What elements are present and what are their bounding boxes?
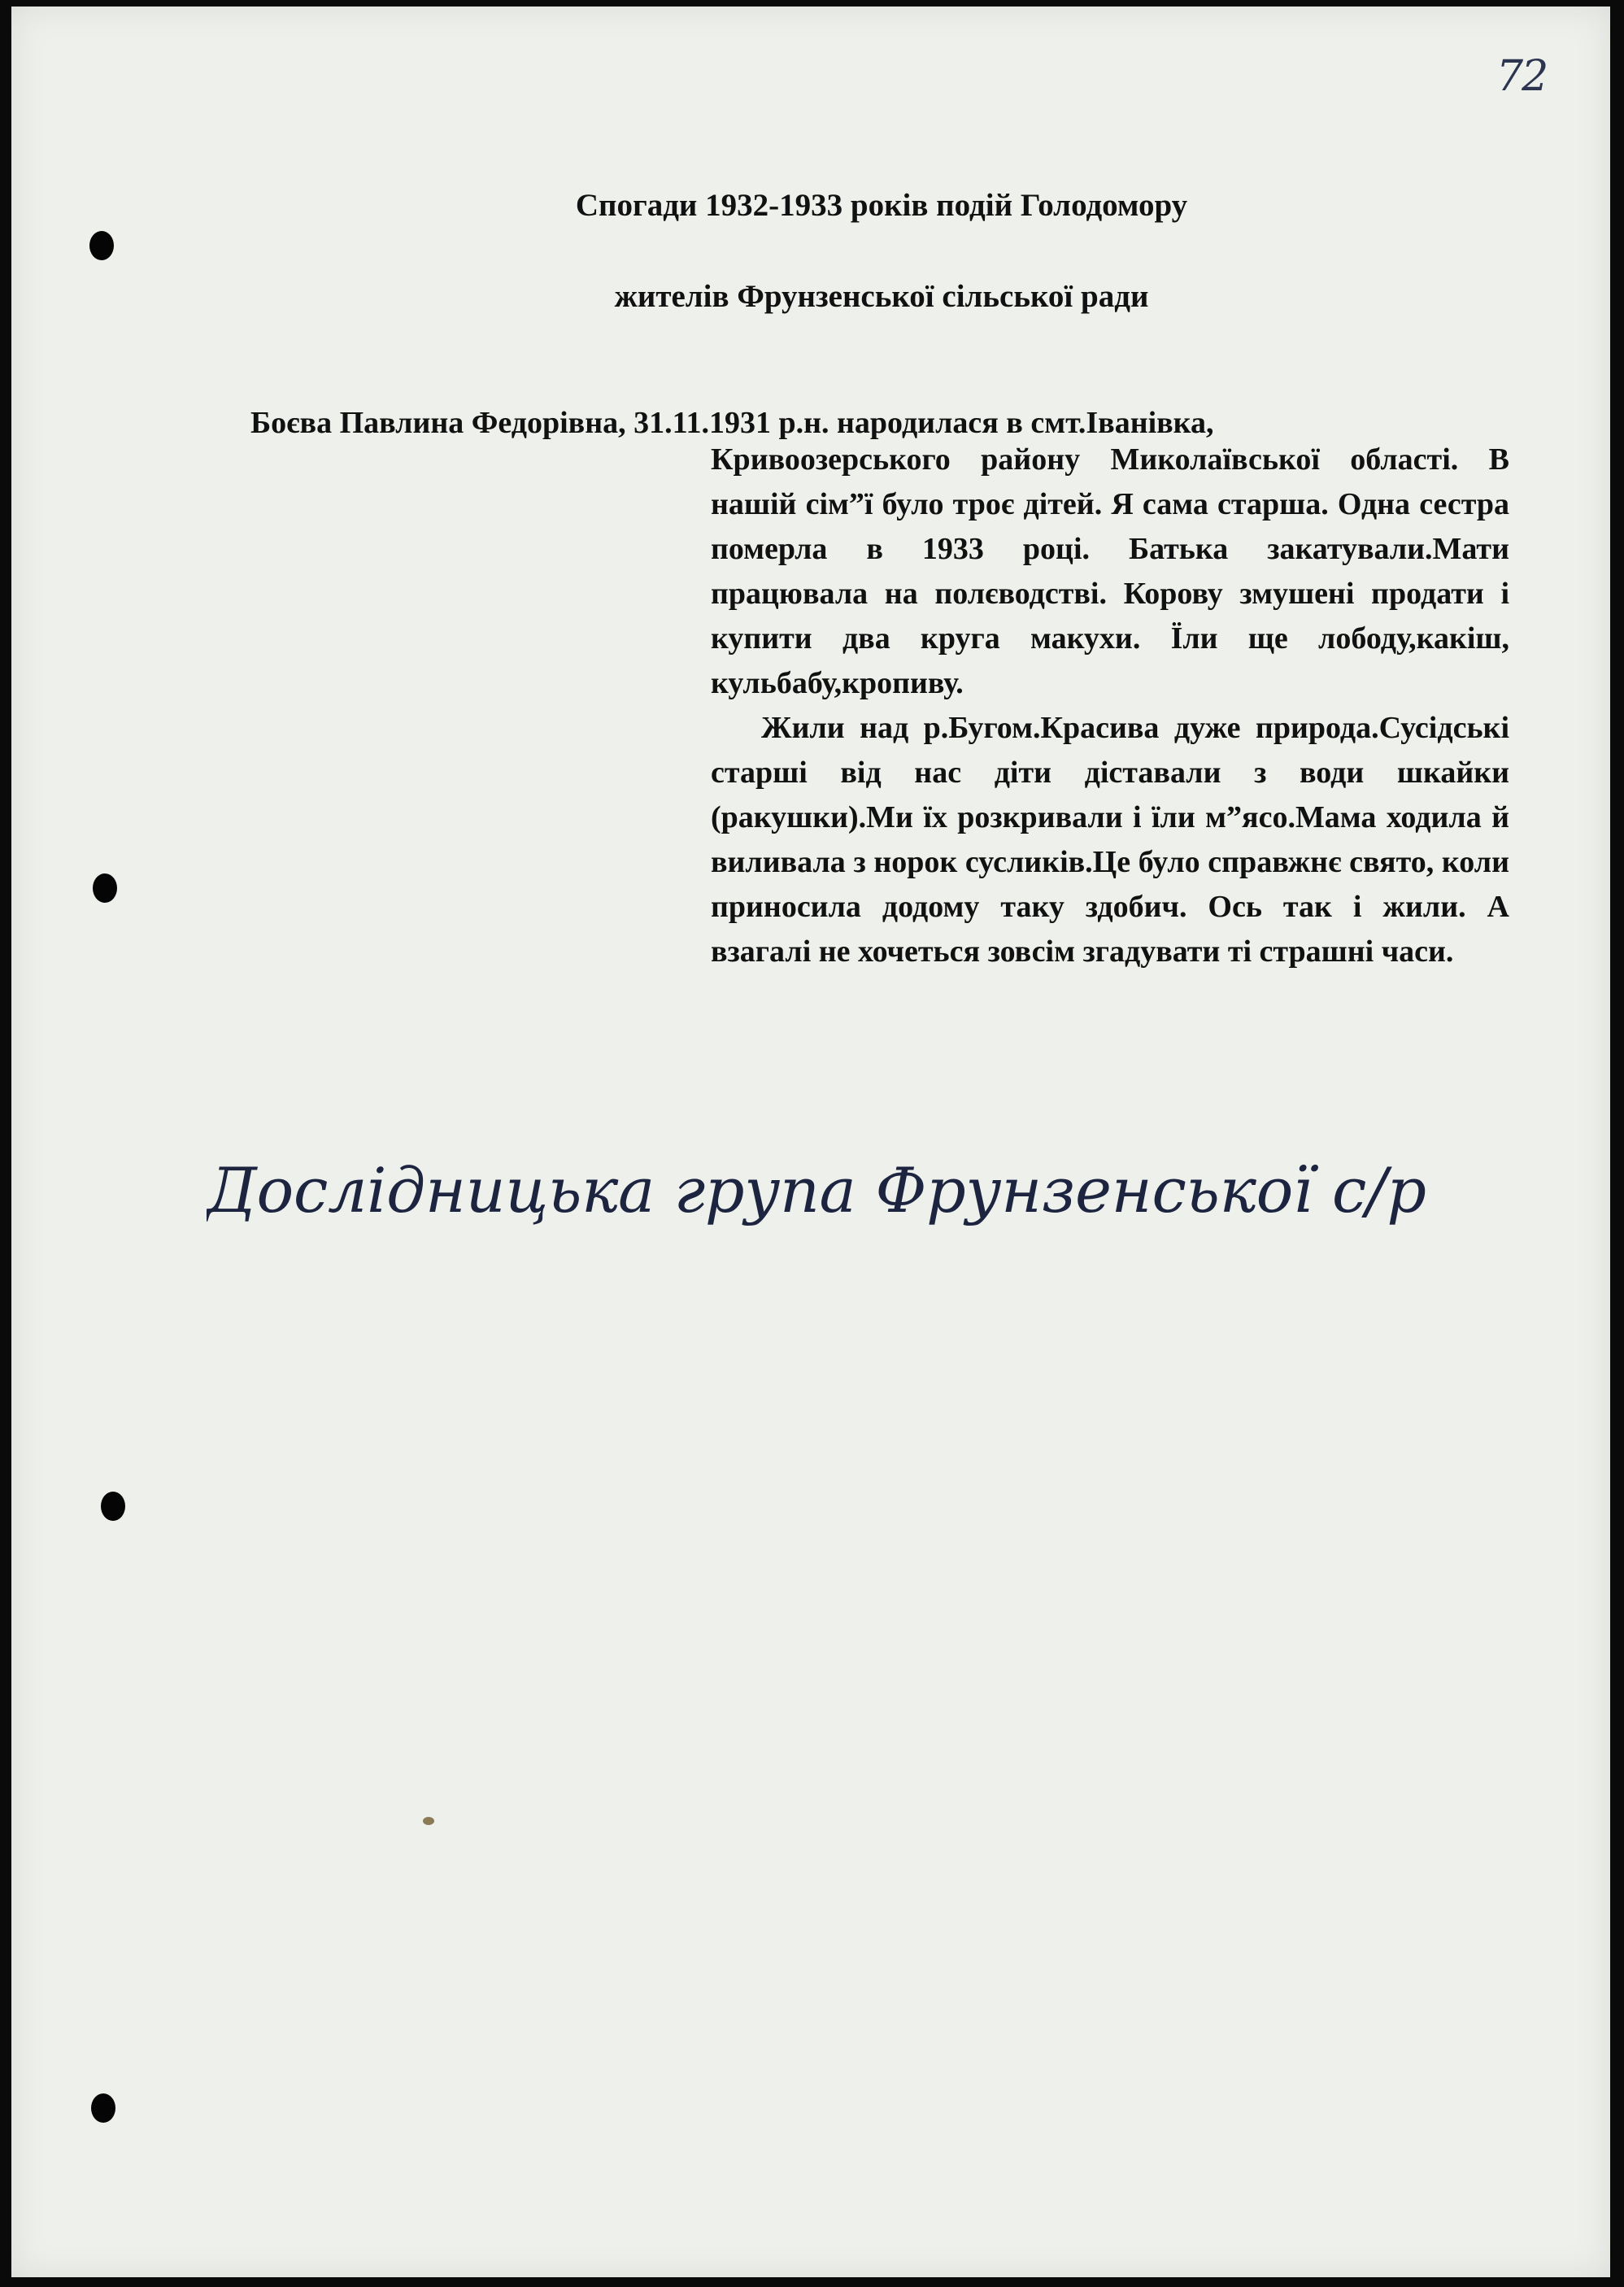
punch-hole xyxy=(101,1492,125,1521)
signature-text: Дослідницька група Фрунзенської с/р xyxy=(207,1154,1426,1226)
testimony-body xyxy=(711,438,1509,974)
document-page xyxy=(11,7,1610,2277)
document-subtitle: жителів Фрунзенської сільської ради xyxy=(614,279,1149,314)
page-number: 72 xyxy=(1496,52,1548,101)
punch-hole xyxy=(89,231,114,260)
punch-hole xyxy=(93,873,117,903)
punch-hole xyxy=(91,2093,115,2123)
testimony-paragraph: Жили над р.Бугом.Красива дуже природа.Сусідські старші від нас діти діставали з води шкайки (ракушки).Ми їх розкривали і їли м”ясо.Мама ходила й виливала з норок сусликів.Це було справжнє свято, коли приносила додому таку здобич. Ось так і жили. А взагалі не хочеться зовсім згадувати ті страшні часи. xyxy=(711,711,1509,969)
handwritten-signature xyxy=(207,1130,1443,1252)
testimony-intro: Боєва Павлина Федорівна, 31.11.1931 р.н. народилася в смт.Іванівка, xyxy=(250,406,1214,440)
document-title: Спогади 1932-1933 років подій Голодомору xyxy=(575,188,1188,223)
paper-speck xyxy=(423,1817,434,1825)
testimony-paragraph: Кривоозерського району Миколаївської області. В нашій сім”ї було троє дітей. Я сама старша. Одна сестра померла в 1933 році. Батька закатували.Мати працювала на полєводстві. Корову змушені продати і купити два круга макухи. Їли ще лободу,какіш, кульбабу,кропиву. xyxy=(711,442,1509,700)
